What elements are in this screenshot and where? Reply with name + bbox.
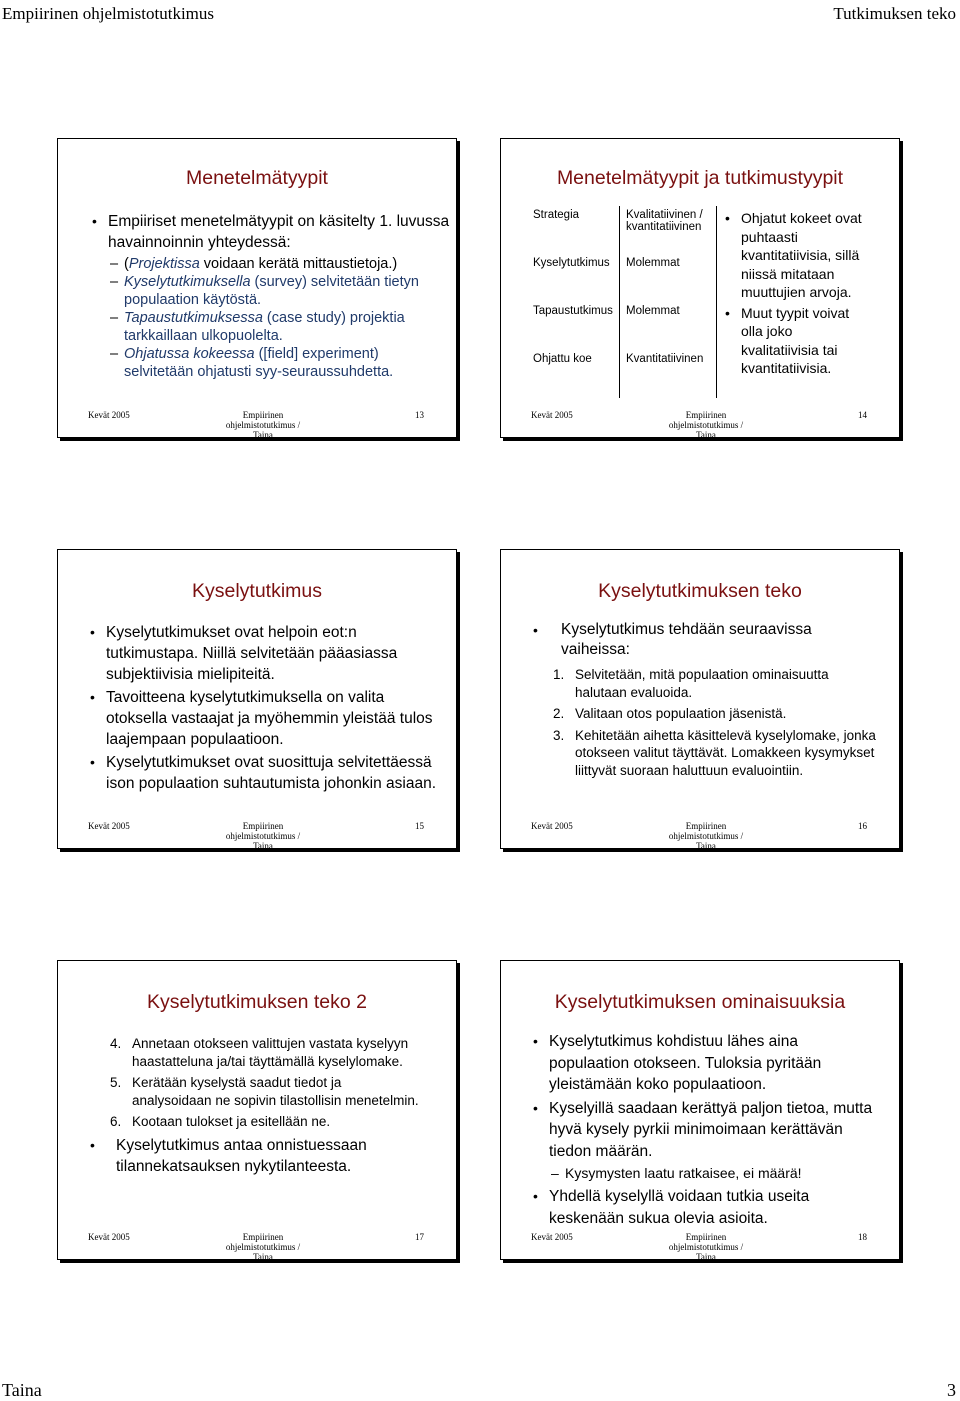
numbered-item: 5. Kerätään kyselystä saadut tiedot ja analysoidaan ne sopivin tilastollisin menetelmin. xyxy=(110,1075,419,1108)
slide-title: Menetelmätyypit xyxy=(186,167,328,189)
table-cell: Kvantitatiivinen xyxy=(620,350,717,398)
bullet: • Kyselytutkimukset ovat suosittuja selvitettäessä ison populaation suhtautumista johonkin asiaan. xyxy=(88,752,448,794)
slide-footer: Kevät 2005 Empiirinen ohjelmistotutkimus / Taina 16 xyxy=(531,821,867,849)
table-cell: Molemmat xyxy=(620,302,717,350)
page-header xyxy=(0,0,960,28)
table-cell: Ohjattu koe xyxy=(527,350,620,398)
dash-item: – Kyselytutkimuksella (survey) selvitetään tietyn populaation käytöstä. xyxy=(108,273,450,309)
slide-number: 17 xyxy=(415,1232,424,1242)
header-left: Empiirinen ohjelmistotutkimus xyxy=(2,4,215,23)
slide-footer: Kevät 2005 Empiirinen ohjelmistotutkimus / Taina 14 xyxy=(531,410,867,438)
slide-13 xyxy=(57,138,457,438)
slide-body xyxy=(723,209,873,380)
slide-number: 13 xyxy=(415,410,424,420)
bullet: • Kyselytutkimus tehdään seuraavissa vaiheissa: xyxy=(531,620,876,660)
bullet: • Tavoitteena kyselytutkimuksella on valita otoksella vastaajat ja myöhemmin yleistää tulos laajempaan populaatioon. xyxy=(88,687,448,750)
bullet: • Kyselytutkimus antaa onnistuessaan tilannekatsauksen nykytilanteesta. xyxy=(88,1135,420,1177)
bullet: • Ohjatut kokeet ovat puhtaasti kvantitatiivisia, sillä niissä mitataan muuttujien arvoja. xyxy=(723,209,873,302)
slide-footer: Kevät 2005 Empiirinen ohjelmistotutkimus / Taina 13 xyxy=(88,410,424,438)
slide-body xyxy=(90,211,450,381)
bullet: • Yhdellä kyselyllä voidaan tutkia useita keskenään sukua olevia asioita. xyxy=(531,1186,881,1229)
slide-number: 14 xyxy=(858,410,867,420)
table-cell: Tapaustutkimus xyxy=(527,302,620,350)
bullet: • Empiiriset menetelmätyypit on käsitelty 1. luvussa havainnoinnin yhteydessä: xyxy=(90,211,450,253)
slide-number: 18 xyxy=(858,1232,867,1242)
bullet: • Kyselytutkimus kohdistuu lähes aina populaation otokseen. Tuloksia pyritään yleistämään koko populaatioon. xyxy=(531,1031,881,1096)
slide-title: Kyselytutkimuksen ominaisuuksia xyxy=(554,991,846,1013)
footer-left: Taina xyxy=(2,1380,42,1400)
dash-item: – (Projektissa voidaan kerätä mittaustietoja.) xyxy=(108,255,450,273)
table-header-cell: Kvalitatiivinen / kvantitatiivinen xyxy=(620,206,717,254)
numbered-item: 2. Valitaan otos populaation jäsenistä. xyxy=(553,706,787,721)
page-number: 3 xyxy=(947,1380,956,1400)
table-cell: Kyselytutkimus xyxy=(527,254,620,302)
numbered-item: 6. Kootaan tulokset ja esitellään ne. xyxy=(110,1114,331,1129)
slide-title: Kyselytutkimuksen teko xyxy=(598,580,802,602)
table-cell: Molemmat xyxy=(620,254,717,302)
slide-title: Kyselytutkimuksen teko 2 xyxy=(146,991,367,1013)
slide-15 xyxy=(57,549,457,849)
table-header-cell: Strategia xyxy=(527,206,620,254)
strategy-table xyxy=(527,206,717,398)
slide-title: Kyselytutkimus xyxy=(191,580,323,602)
bullet: • Muut tyypit voivat olla joko kvalitatiivisia tai kvantitatiivisia. xyxy=(723,304,873,378)
slide-number: 15 xyxy=(415,821,424,831)
slide-16 xyxy=(500,549,900,849)
bullet: • Kyselytutkimukset ovat helpoin eot:n tutkimustapa. Niillä selvitetään pääasiassa subjektiivisia mielipiteitä. xyxy=(88,622,448,685)
dash-item: – Ohjatussa kokeessa ([field] experiment) selvitetään ohjatusti syy-seuraussuhdetta. xyxy=(108,345,450,381)
slide-body xyxy=(88,622,448,796)
slide-number: 16 xyxy=(858,821,867,831)
slide-body xyxy=(531,620,876,783)
slide-footer: Kevät 2005 Empiirinen ohjelmistotutkimus / Taina 15 xyxy=(88,821,424,849)
slide-17 xyxy=(57,960,457,1260)
slide-14 xyxy=(500,138,900,438)
slide-18 xyxy=(500,960,900,1260)
dash-item: – Tapaustutkimuksessa (case study) projektia tarkkaillaan ulkopuolelta. xyxy=(108,309,450,345)
bullet: • Kyselyillä saadaan kerättyä paljon tietoa, mutta hyvä kysely pyrkii minimoimaan kerättävän tiedon määrän. xyxy=(531,1098,881,1163)
slide-body xyxy=(110,1035,420,1179)
numbered-item: 4. Annetaan otokseen valittujen vastata kyselyyn haastatteluna ja/tai täyttämällä kyselylomake. xyxy=(110,1036,409,1069)
slide-footer: Kevät 2005 Empiirinen ohjelmistotutkimus / Taina 17 xyxy=(88,1232,424,1260)
slide-body xyxy=(531,1031,881,1231)
numbered-item: 1. Selvitetään, mitä populaation ominaisuutta halutaan evaluoida. xyxy=(553,667,829,700)
dash-item: – Kysymysten laatu ratkaisee, ei määrä! xyxy=(549,1164,881,1182)
numbered-item: 3. Kehitetään aihetta käsittelevä kyselylomake, jonka otokseen valitut täyttävät. Lomakkeen kysymykset liittyvät suoraan haluttuun evaluointiin. xyxy=(553,727,876,778)
slide-title: Menetelmätyypit ja tutkimustyypit xyxy=(556,167,844,189)
header-right: Tutkimuksen teko xyxy=(833,4,956,23)
slide-footer: Kevät 2005 Empiirinen ohjelmistotutkimus / Taina 18 xyxy=(531,1232,867,1260)
